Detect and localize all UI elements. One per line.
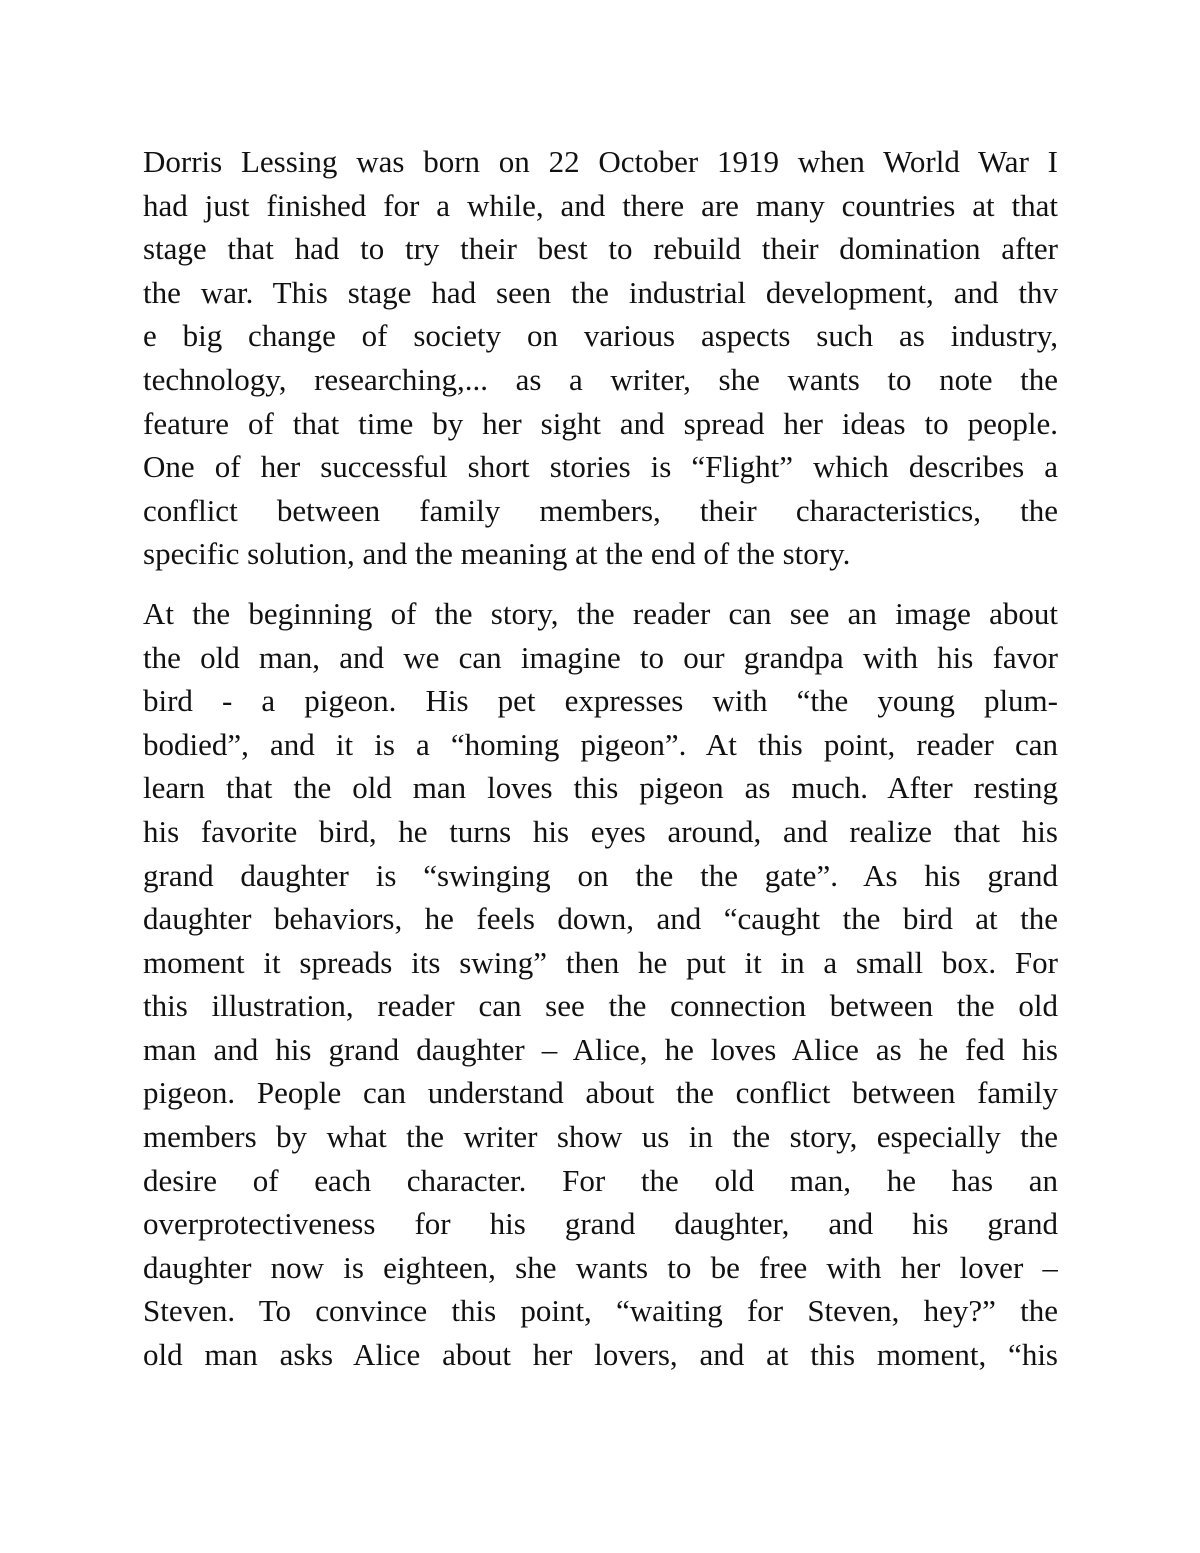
text-line: members by what the writer show us in the story, especially the <box>143 1119 1058 1155</box>
text-line: Dorris Lessing was born on 22 October 1919 when World War I <box>143 144 1058 179</box>
text-line: learn that the old man loves this pigeon as much. After resting <box>143 770 1058 806</box>
text-line: pigeon. People can understand about the conflict between family <box>143 1075 1058 1111</box>
text-line: man and his grand daughter – Alice, he loves Alice as he fed his <box>143 1031 1058 1067</box>
paragraph-2 <box>143 592 1058 1377</box>
text-line: daughter now is eighteen, she wants to be free with her lover – <box>143 1249 1058 1285</box>
text-line: One of her successful short stories is “Flight” which describes a <box>143 449 1058 485</box>
text-line: had just finished for a while, and there are many countries at that <box>143 187 1058 223</box>
text-line: daughter behaviors, he feels down, and “caught the bird at the <box>143 901 1058 937</box>
text-line: desire of each character. For the old man, he has an <box>143 1162 1058 1198</box>
text-line: stage that had to try their best to rebuild their domination after <box>143 231 1058 267</box>
text-line: moment it spreads its swing” then he put it in a small box. For <box>143 944 1058 980</box>
text-line: technology, researching,... as a writer, she wants to note the <box>143 361 1058 397</box>
text-line: old man asks Alice about her lovers, and at this moment, “his <box>143 1337 1058 1373</box>
text-line: overprotectiveness for his grand daughter, and his grand <box>143 1206 1058 1242</box>
paragraph-spacer <box>143 576 1058 592</box>
text-line: his favorite bird, he turns his eyes around, and realize that his <box>143 813 1058 849</box>
text-line: e big change of society on various aspects such as industry, <box>143 318 1058 354</box>
text-line: the war. This stage had seen the industrial development, and thv <box>143 274 1058 310</box>
text-line: conflict between family members, their characteristics, the <box>143 492 1058 528</box>
text-line: bodied”, and it is a “homing pigeon”. At this point, reader can <box>143 726 1058 762</box>
text-line: specific solution, and the meaning at the end of the story. <box>143 536 851 572</box>
text-line: feature of that time by her sight and spread her ideas to people. <box>143 405 1058 441</box>
text-line: bird - a pigeon. His pet expresses with “the young plum- <box>143 683 1058 719</box>
document-body <box>143 140 1058 1377</box>
paragraph-1 <box>143 140 1058 576</box>
text-line: Steven. To convince this point, “waiting for Steven, hey?” the <box>143 1293 1058 1329</box>
text-line: grand daughter is “swinging on the the gate”. As his grand <box>143 857 1058 893</box>
text-line: the old man, and we can imagine to our grandpa with his favor <box>143 639 1058 675</box>
text-line: this illustration, reader can see the connection between the old <box>143 988 1058 1024</box>
text-line: At the beginning of the story, the reader can see an image about <box>143 595 1058 631</box>
